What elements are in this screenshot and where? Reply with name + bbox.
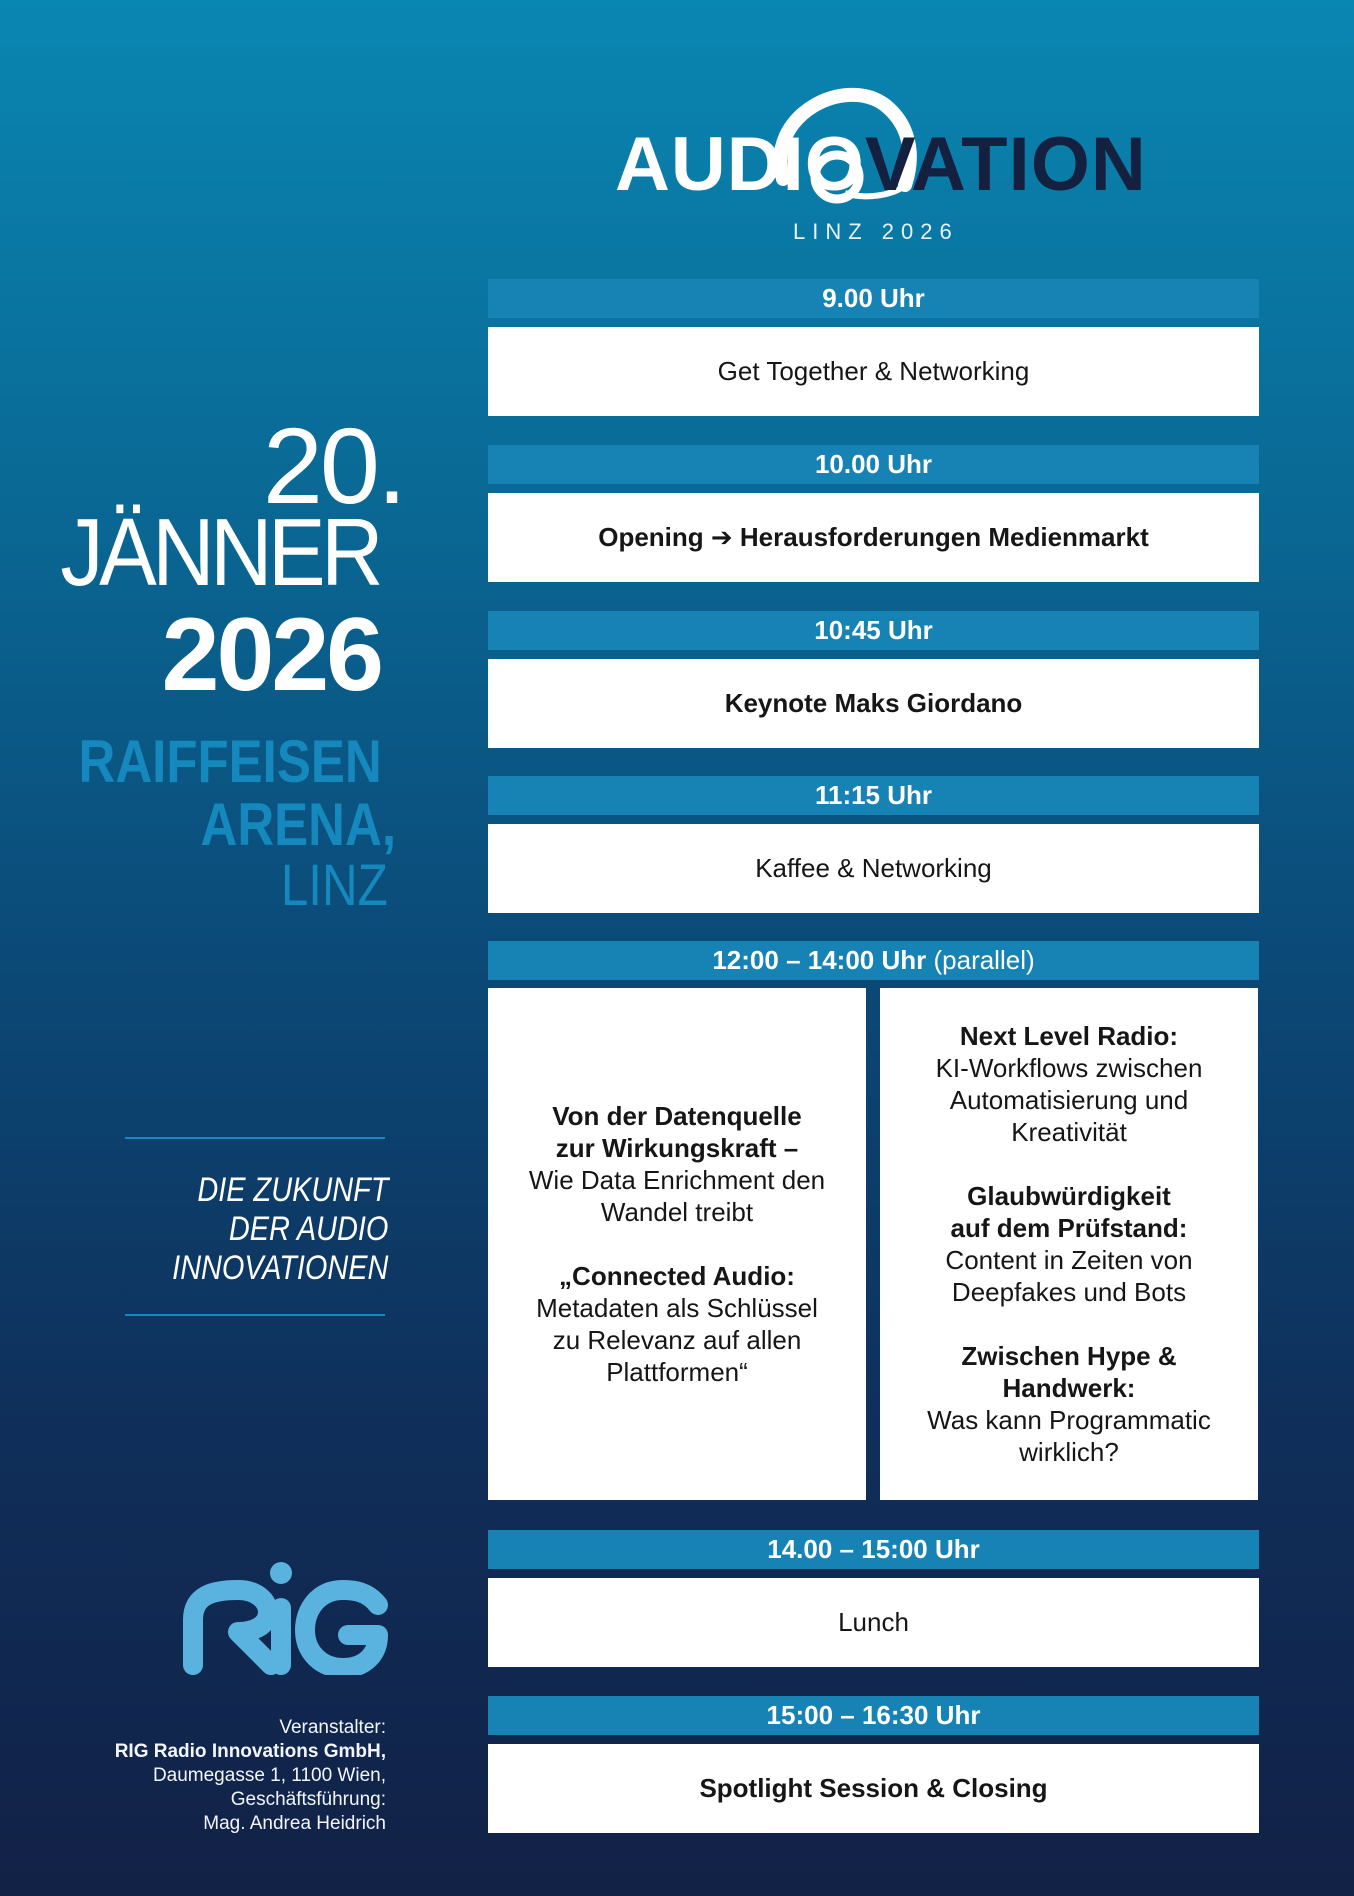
organizer-address: Daumegasse 1, 1100 Wien,	[152, 1765, 386, 1786]
time-header-2: 10.00 Uhr	[488, 445, 1259, 484]
rig-logo-mark	[183, 1560, 393, 1675]
tagline-line-3: INNOVATIONEN	[171, 1249, 388, 1287]
audiovation-logo	[615, 75, 1147, 255]
time-header-1: 9.00 Uhr	[488, 279, 1259, 318]
organizer-company: RIG Radio Innovations GmbH,	[114, 1741, 386, 1762]
organizer-manager: Mag. Andrea Heidrich	[203, 1813, 386, 1834]
organizer-label: Veranstalter:	[279, 1717, 386, 1738]
logo-text-audio: AUDIO	[615, 122, 865, 207]
talk-hype-handwerk: Zwischen Hype & Handwerk: Was kann Programmatic wirklich?	[927, 1341, 1211, 1467]
session-4: Kaffee & Networking	[488, 824, 1259, 913]
organizer-management-label: Geschäftsführung:	[230, 1789, 386, 1810]
talk-glaubwuerdigkeit: Glaubwürdigkeit auf dem Prüfstand: Content in Zeiten von Deepfakes und Bots	[945, 1181, 1193, 1307]
session-1: Get Together & Networking	[488, 327, 1259, 416]
time-header-parallel	[488, 941, 1259, 980]
tagline-line-2: DER AUDIO	[228, 1210, 388, 1248]
parallel-time: 12:00 – 14:00 Uhr	[712, 945, 927, 975]
time-header-3: 10:45 Uhr	[488, 611, 1259, 650]
tagline	[172, 1171, 388, 1288]
rig-logo	[183, 1560, 393, 1680]
divider-bottom	[125, 1314, 385, 1316]
talk-data-enrichment: Von der Datenquelle zur Wirkungskraft – Wie Data Enrichment den Wandel treibt	[528, 1101, 826, 1227]
talk-next-level-radio: Next Level Radio: KI-Workflows zwischen Automatisierung und Kreativität	[935, 1021, 1203, 1147]
parallel-track-left	[488, 988, 866, 1500]
parallel-note: (parallel)	[933, 945, 1035, 975]
session-2: Opening ➔ Herausforderungen Medienmarkt	[488, 493, 1259, 582]
session-5: Lunch	[488, 1578, 1259, 1667]
venue-line-1: RAIFFEISEN	[78, 728, 382, 795]
venue-line-2: ARENA,	[200, 791, 396, 858]
event-day: 20.	[262, 405, 404, 526]
parallel-track-right	[880, 988, 1258, 1500]
logo-text-vation: VATION	[864, 122, 1147, 207]
time-header-6: 15:00 – 16:30 Uhr	[488, 1696, 1259, 1735]
logo-subtitle: LINZ 2026	[793, 219, 959, 244]
talk-connected-audio: „Connected Audio: Metadaten als Schlüssel zu Relevanz auf allen Plattformen“	[536, 1261, 818, 1387]
time-header-5: 14.00 – 15:00 Uhr	[488, 1530, 1259, 1569]
session-3: Keynote Maks Giordano	[488, 659, 1259, 748]
session-6: Spotlight Session & Closing	[488, 1744, 1259, 1833]
divider-top	[125, 1137, 385, 1139]
organizer-info	[115, 1716, 386, 1836]
tagline-line-1: DIE ZUKUNFT	[196, 1171, 388, 1209]
event-month: JÄNNER	[60, 499, 379, 606]
event-year: 2026	[161, 597, 381, 713]
time-header-4: 11:15 Uhr	[488, 776, 1259, 815]
venue-line-3: LINZ	[281, 853, 388, 918]
